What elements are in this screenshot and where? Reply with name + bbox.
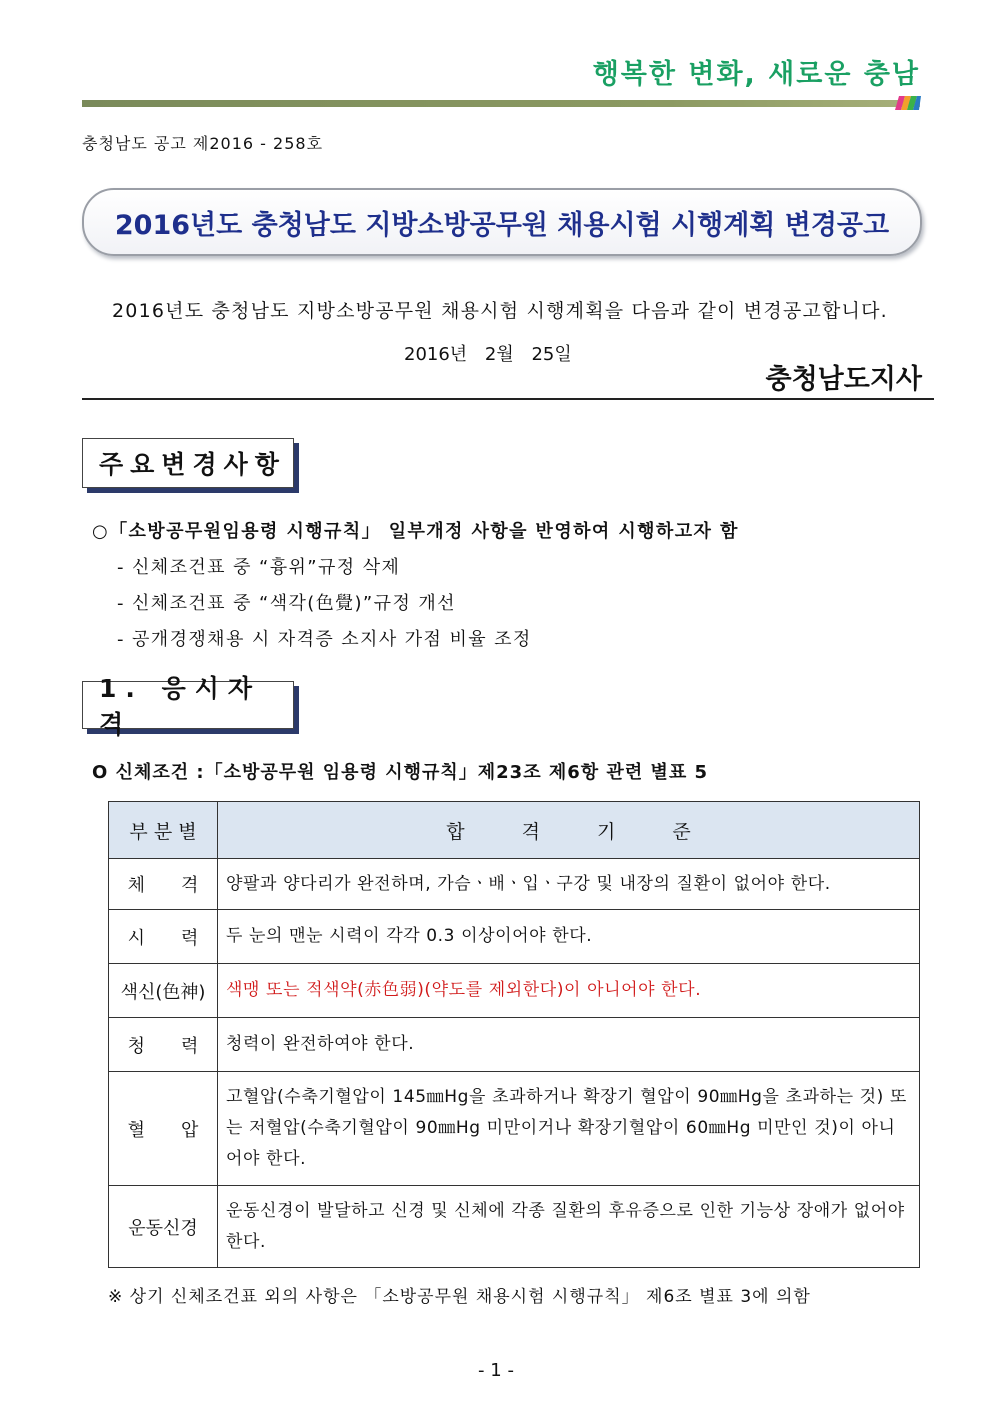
requirements-table — [108, 801, 920, 1268]
footnote: ※ 상기 신체조건표 외의 사항은 「소방공무원 채용시험 시행규칙」 제6조 별표 3에 의함 — [108, 1287, 811, 1307]
header-rule — [82, 100, 920, 107]
changes-bullet: ○「소방공무원임용령 시행규칙」 일부개정 사항을 반영하여 시행하고자 함 — [92, 521, 739, 542]
list-item: - 신체조건표 중 “흉위”규정 삭제 — [117, 557, 401, 578]
section-heading-qualification: 1. 응시자격 — [82, 681, 294, 729]
table-header-row — [109, 802, 920, 859]
table-row — [109, 1072, 920, 1186]
table-row — [109, 1018, 920, 1072]
row-value: 양팔과 양다리가 완전하며, 가슴ㆍ배ㆍ입ㆍ구강 및 내장의 질환이 없어야 한다. — [218, 859, 920, 910]
list-item: - 공개경쟁채용 시 자격증 소지사 가점 비율 조정 — [117, 629, 532, 650]
row-value: 색맹 또는 적색약(赤色弱)(약도를 제외한다)이 아니어야 한다. — [218, 964, 920, 1018]
divider — [82, 398, 934, 400]
row-label: 운동신경 — [109, 1186, 218, 1268]
section-heading-changes: 주요변경사항 — [82, 438, 294, 488]
row-value: 청력이 완전하여야 한다. — [218, 1018, 920, 1072]
table-row — [109, 1186, 920, 1268]
criterion-line: O 신체조건 :「소방공무원 임용령 시행규칙」제23조 제6항 관련 별표 5 — [92, 762, 709, 783]
color-stripe-icon — [895, 96, 921, 110]
title-box — [82, 188, 922, 256]
table-row — [109, 910, 920, 964]
table-row — [109, 859, 920, 910]
row-label: 체 격 — [109, 859, 218, 910]
row-value: 고혈압(수축기혈압이 145㎜Hg을 초과하거나 확장기 혈압이 90㎜Hg을 초과하는 것) 또는 저혈압(수축기혈압이 90㎜Hg 미만이거나 확장기혈압이 60㎜Hg 미만인 것)이 아니어야 한다. — [218, 1072, 920, 1186]
table-header-criteria: 합 격 기 준 — [218, 802, 920, 859]
row-label: 혈 압 — [109, 1072, 218, 1186]
row-value: 운동신경이 발달하고 신경 및 신체에 각종 질환의 후유증으로 인한 기능상 장애가 없어야 한다. — [218, 1186, 920, 1268]
intro-text: 2016년도 충청남도 지방소방공무원 채용시험 시행계획을 다음과 같이 변경공고합니다. — [112, 300, 888, 322]
row-label: 색신(色神) — [109, 964, 218, 1018]
table-row — [109, 964, 920, 1018]
issuer: 충청남도지사 — [765, 364, 922, 395]
row-value: 두 눈의 맨눈 시력이 각각 0.3 이상이어야 한다. — [218, 910, 920, 964]
header-slogan: 행복한 변화, 새로운 충남 — [592, 59, 920, 90]
page-title: 2016년도 충청남도 지방소방공무원 채용시험 시행계획 변경공고 — [114, 209, 890, 241]
list-item: - 신체조건표 중 “색각(色覺)”규정 개선 — [117, 593, 456, 614]
table-header-category: 부 분 별 — [109, 802, 218, 859]
row-label: 시 력 — [109, 910, 218, 964]
announcement-date: 2016년 2월 25일 — [404, 344, 572, 365]
row-label: 청 력 — [109, 1018, 218, 1072]
document-number: 충청남도 공고 제2016 - 258호 — [82, 134, 324, 153]
page-number: - 1 - — [478, 1360, 514, 1381]
